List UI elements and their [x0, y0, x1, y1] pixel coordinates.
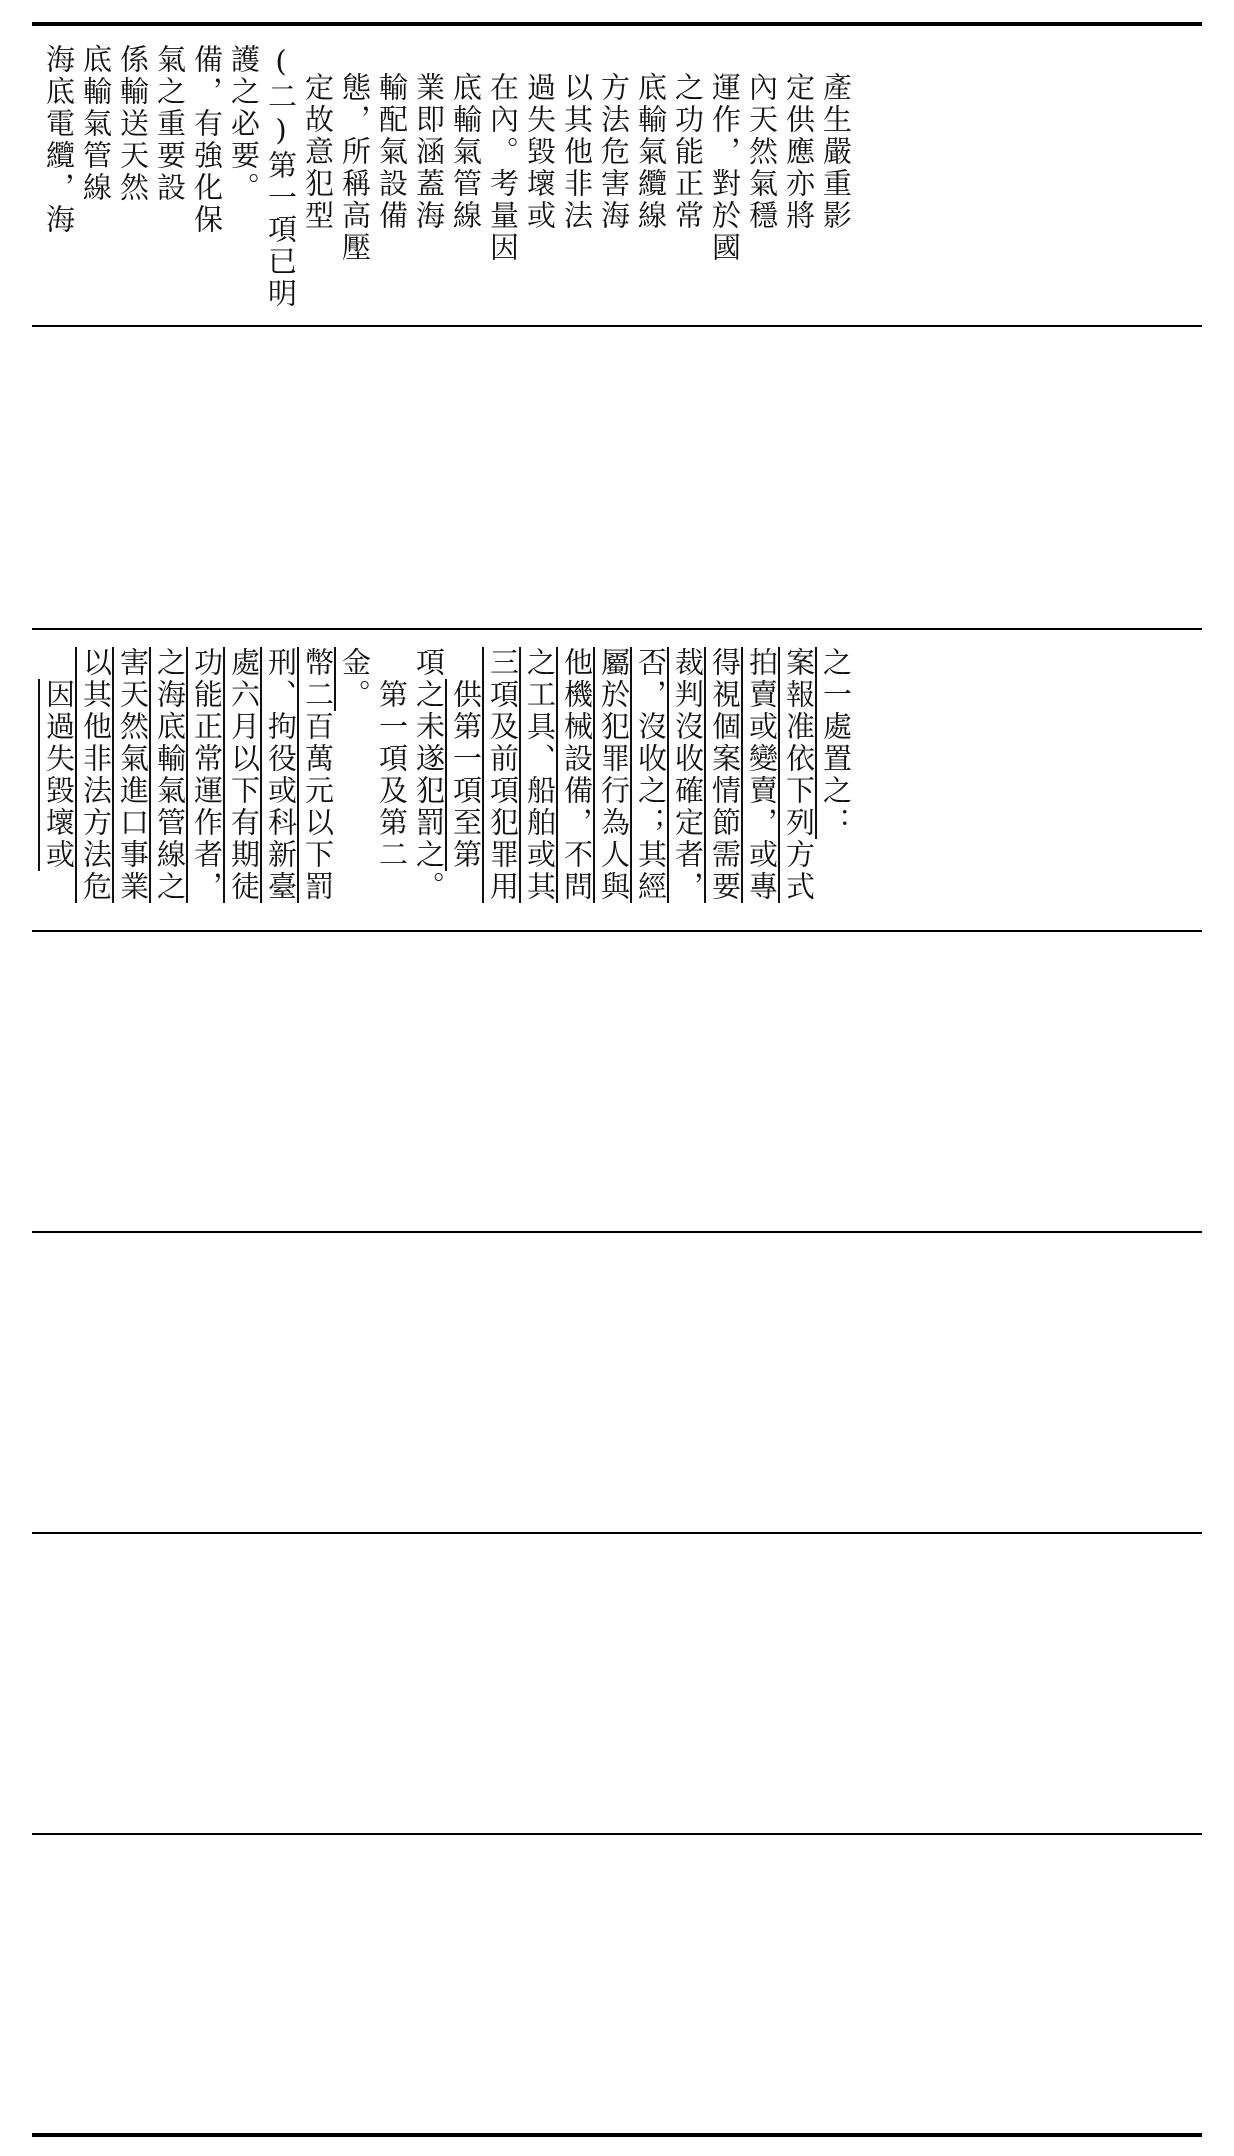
amendment-text-column: 屬於犯罪行為人與: [597, 647, 631, 903]
amendment-text-column: 害天然氣進口事業: [116, 647, 150, 903]
amendment-text-column: 得視個案情節需要: [708, 647, 742, 903]
bottom-border-rule: [32, 2133, 1202, 2137]
rationale-text-column: 以其他非法: [560, 72, 594, 232]
rationale-text-column: 態，所稱高壓: [338, 72, 372, 264]
section-divider: [32, 1532, 1202, 1534]
section-divider: [32, 628, 1202, 630]
amendment-text-column: 裁判沒收確定者，: [671, 647, 705, 903]
section-divider: [32, 1231, 1202, 1233]
rationale-text-column: 係輸送天然: [116, 44, 150, 204]
amendment-text-column: 供第一項至第: [449, 679, 483, 871]
rationale-text-column: 在內。考量因: [486, 72, 520, 264]
top-border-rule: [32, 22, 1202, 26]
rationale-text-column: 業即涵蓋海: [412, 72, 446, 232]
section-divider: [32, 325, 1202, 327]
amendment-text-column: 之一處置之：: [819, 647, 853, 839]
rationale-text-column: (二)第一項已明: [264, 44, 298, 310]
amendment-text-column: 以其他非法方法危: [79, 647, 113, 903]
rationale-text-column: 護之必要。: [227, 44, 261, 204]
amendment-text-section: [32, 647, 1202, 922]
amendment-text-column: 三項及前項犯罪用: [486, 647, 520, 903]
rationale-text-column: 輸配氣設備: [375, 72, 409, 232]
section-divider: [32, 930, 1202, 932]
amendment-text-column: 功能正常運作者，: [190, 647, 224, 903]
amendment-text-column: 拍賣或變賣，或專: [745, 647, 779, 903]
amendment-text-column: 刑、拘役或科新臺: [264, 647, 298, 903]
rationale-text-column: 海底電纜，海: [42, 44, 76, 236]
rationale-text-column: 運作，對於國: [708, 72, 742, 264]
amendment-text-column: 第一項及第二: [375, 679, 409, 871]
amendment-text-column: 之工具、船舶或其: [523, 647, 557, 903]
amendment-text-column: 因過失毀壞或: [42, 679, 76, 871]
rationale-text-column: 底輸氣纜線: [634, 72, 668, 232]
rationale-text-column: 定故意犯型: [301, 72, 335, 232]
rationale-text-column: 備，有強化保: [190, 44, 224, 236]
amendment-text-column: 否，沒收之；其經: [634, 647, 668, 903]
rationale-text-column: 底輸氣管線: [449, 72, 483, 232]
amendment-text-column: 他機械設備，不問: [560, 647, 594, 903]
rationale-text-column: 之功能正常: [671, 72, 705, 232]
amendment-text-column: 之海底輸氣管線之: [153, 647, 187, 903]
rationale-text-column: 氣之重要設: [153, 44, 187, 204]
section-divider: [32, 1833, 1202, 1835]
rationale-text-column: 方法危害海: [597, 72, 631, 232]
rationale-section: [32, 44, 1202, 314]
amendment-text-column: 幣二百萬元以下罰: [301, 647, 335, 903]
amendment-text-column: 處六月以下有期徒: [227, 647, 261, 903]
amendment-text-column: 金。: [338, 647, 372, 711]
amendment-text-column: 項之未遂犯罰之。: [412, 647, 446, 903]
rationale-text-column: 產生嚴重影: [819, 72, 853, 232]
rationale-text-column: 底輸氣管線: [79, 44, 113, 204]
rationale-text-column: 過失毀壞或: [523, 72, 557, 232]
rationale-text-column: 內天然氣穩: [745, 72, 779, 232]
rationale-text-column: 定供應亦將: [782, 72, 816, 232]
amendment-text-column: 案報准依下列方式: [782, 647, 816, 903]
